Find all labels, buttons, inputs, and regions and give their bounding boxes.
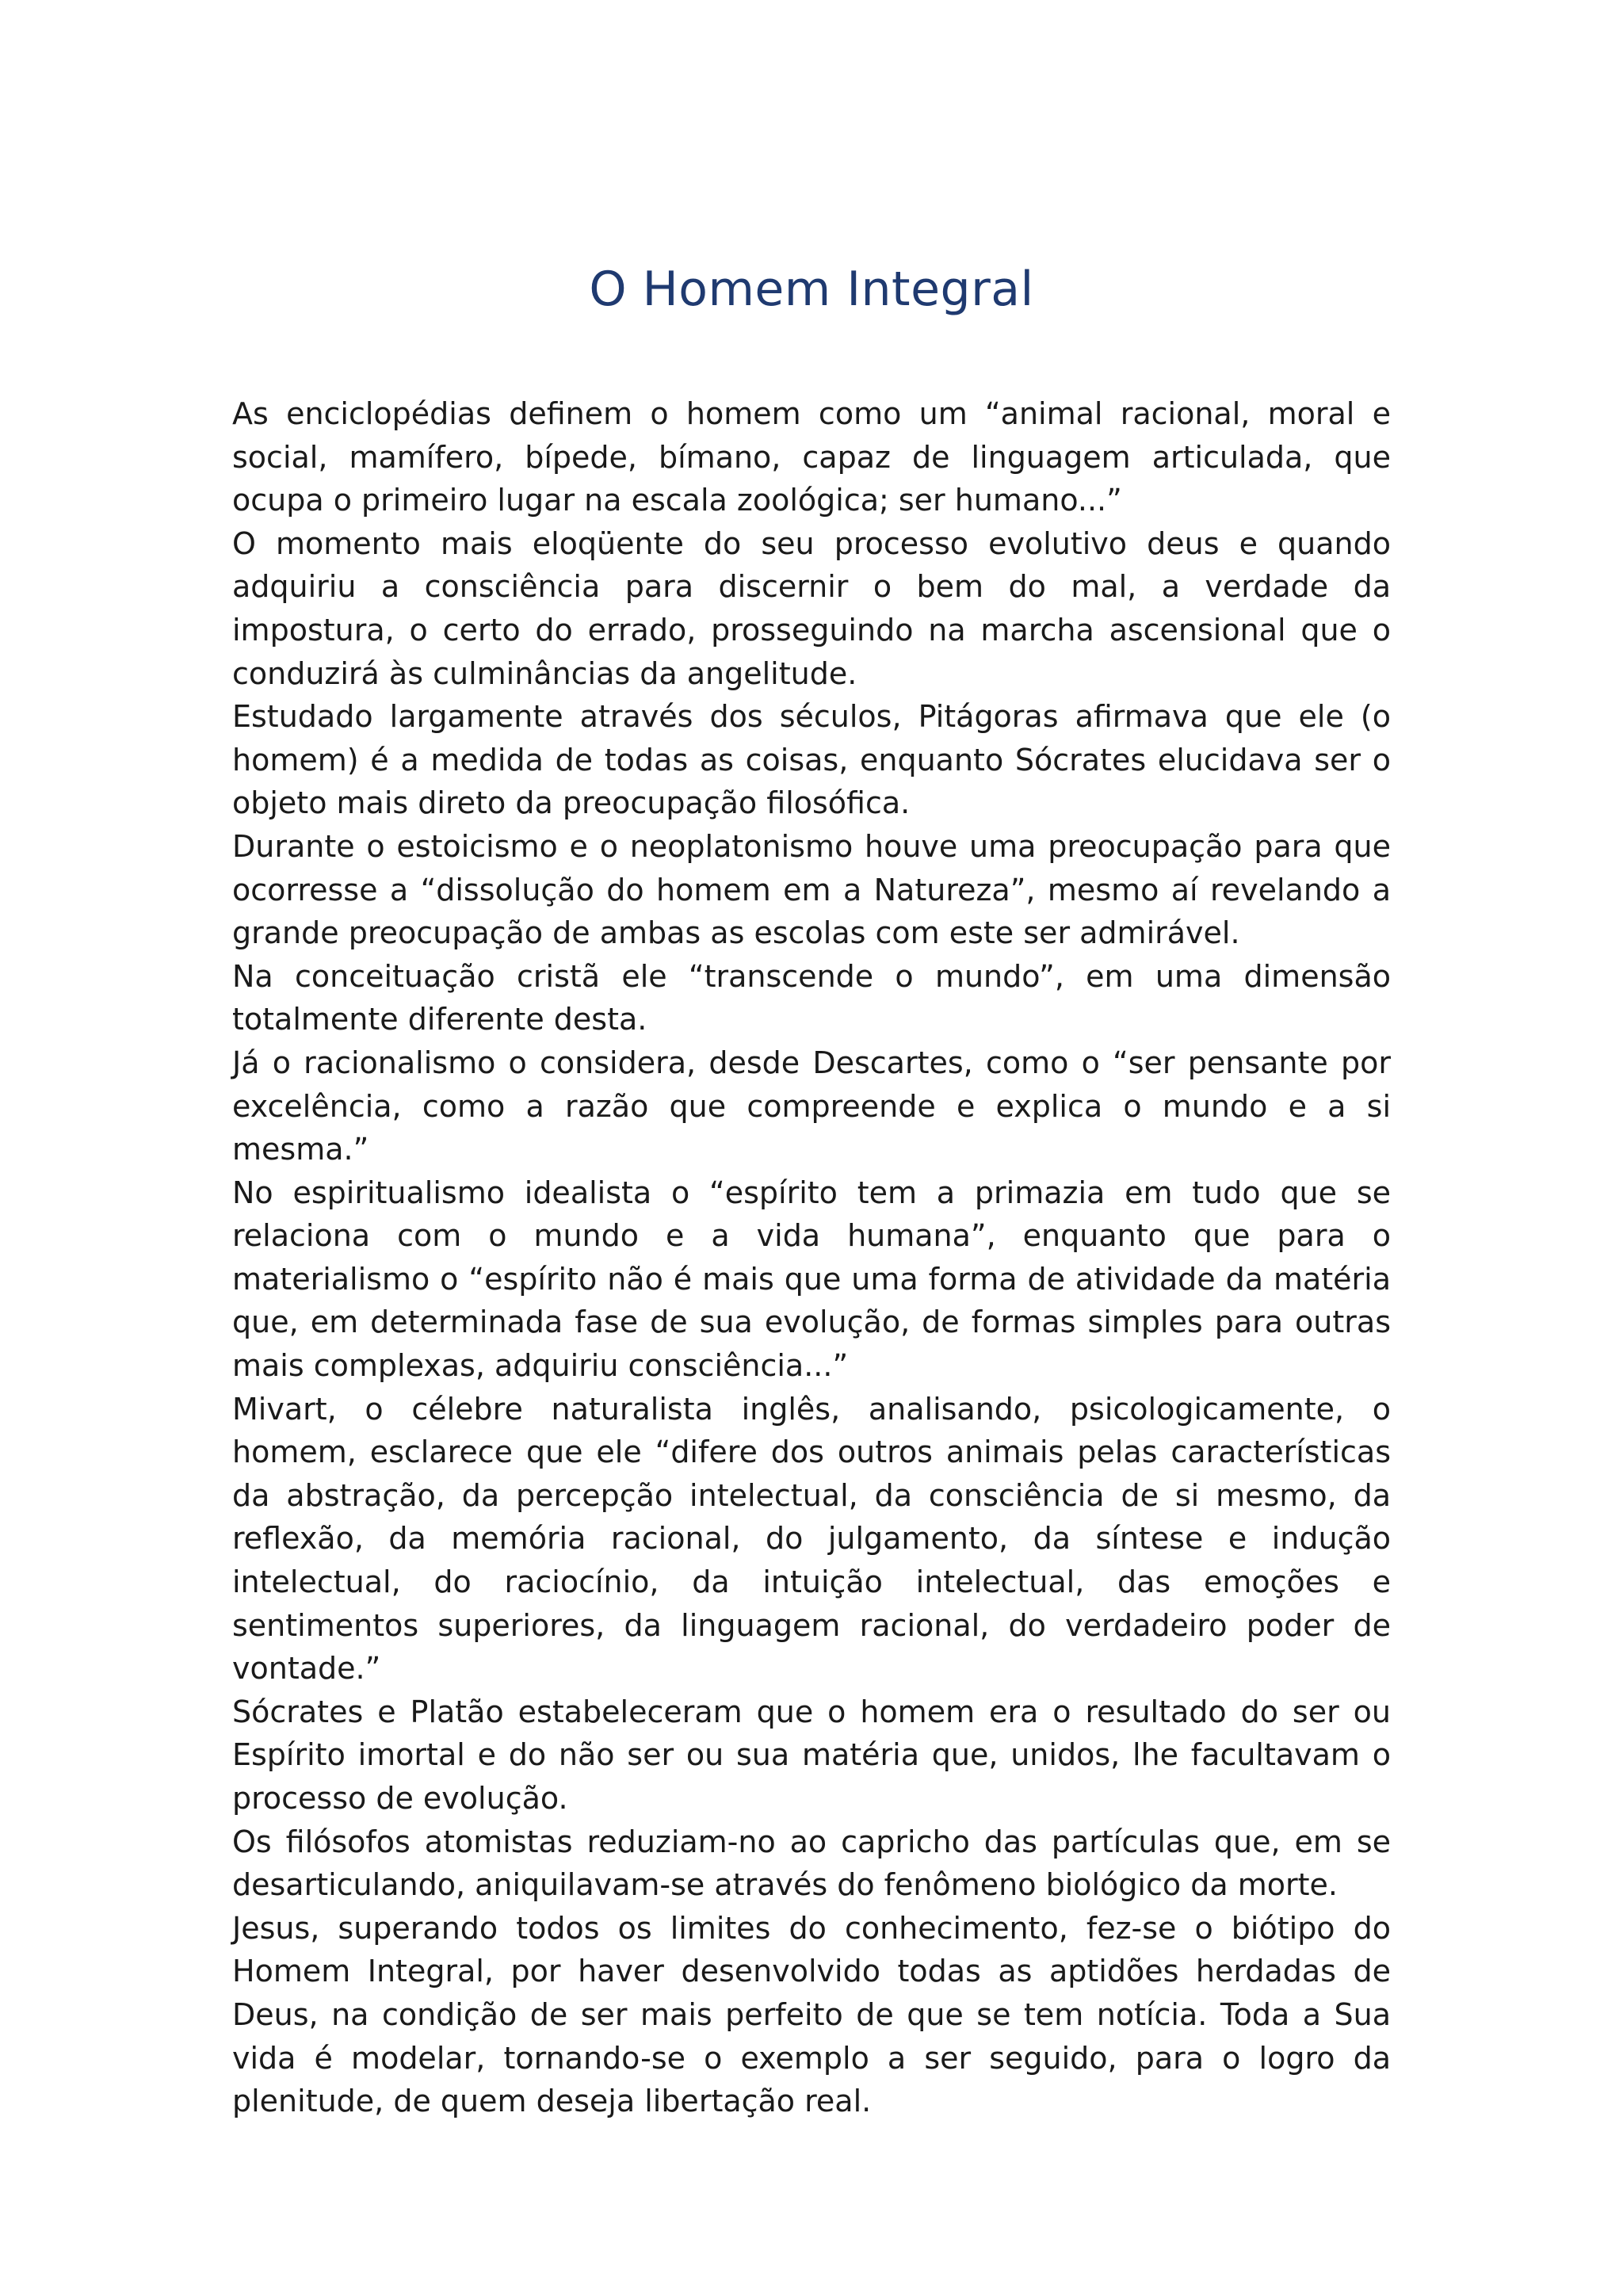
paragraph: As enciclopédias definem o homem como um “animal racional, moral e social, mamífero, bípede, bímano, capaz de linguagem articulada, que ocupa o primeiro lugar na escala zoológica; ser humano...” <box>232 396 1391 518</box>
paragraph: Na conceituação cristã ele “transcende o mundo”, em uma dimensão totalmente diferente desta. <box>232 958 1391 1037</box>
paragraph: Estudado largamente através dos séculos, Pitágoras afirmava que ele (o homem) é a medida de todas as coisas, enquanto Sócrates elucidava ser o objeto mais direto da preocupação filosófica. <box>232 699 1391 821</box>
document-title: O Homem Integral <box>589 262 1034 317</box>
paragraph: Já o racionalismo o considera, desde Descartes, como o “ser pensante por excelência, como a razão que compreende e explica o mundo e a si mesma.” <box>232 1045 1391 1167</box>
paragraph: No espiritualismo idealista o “espírito tem a primazia em tudo que se relaciona com o mundo e a vida humana”, enquanto que para o materialismo o “espírito não é mais que uma forma de atividade da matéria que, em determinada fase de sua evolução, de formas simples para outras mais complexas, adquiriu consciência...” <box>232 1175 1391 1384</box>
paragraph: O momento mais eloqüente do seu processo evolutivo deus e quando adquiriu a consciência para discernir o bem do mal, a verdade da impostura, o certo do errado, prosseguindo na marcha ascensional que o conduzirá às culminâncias da angelitude. <box>232 525 1391 691</box>
document-body <box>232 392 1391 2123</box>
paragraph: Sócrates e Platão estabeleceram que o homem era o resultado do ser ou Espírito imortal e do não ser ou sua matéria que, unidos, lhe facultavam o processo de evolução. <box>232 1694 1391 1816</box>
paragraph: Jesus, superando todos os limites do conhecimento, fez-se o biótipo do Homem Integral, por haver desenvolvido todas as aptidões herdadas de Deus, na condição de ser mais perfeito de que se tem notícia. Toda a Sua vida é modelar, tornando-se o exemplo a ser seguido, para o logro da plenitude, de quem deseja libertação real. <box>232 1910 1391 2119</box>
paragraph: Mivart, o célebre naturalista inglês, analisando, psicologicamente, o homem, esclarece que ele “difere dos outros animais pelas características da abstração, da percepção intelectual, da consciência de si mesmo, da reflexão, da memória racional, do julgamento, da síntese e indução intelectual, do raciocínio, da intuição intelectual, das emoções e sentimentos superiores, da linguagem racional, do verdadeiro poder de vontade.” <box>232 1391 1391 1687</box>
paragraph: Durante o estoicismo e o neoplatonismo houve uma preocupação para que ocorresse a “dissolução do homem em a Natureza”, mesmo aí revelando a grande preocupação de ambas as escolas com este ser admirável. <box>232 828 1391 951</box>
paragraph: Os filósofos atomistas reduziam-no ao capricho das partículas que, em se desarticulando, aniquilavam-se através do fenômeno biológico da morte. <box>232 1824 1391 1903</box>
